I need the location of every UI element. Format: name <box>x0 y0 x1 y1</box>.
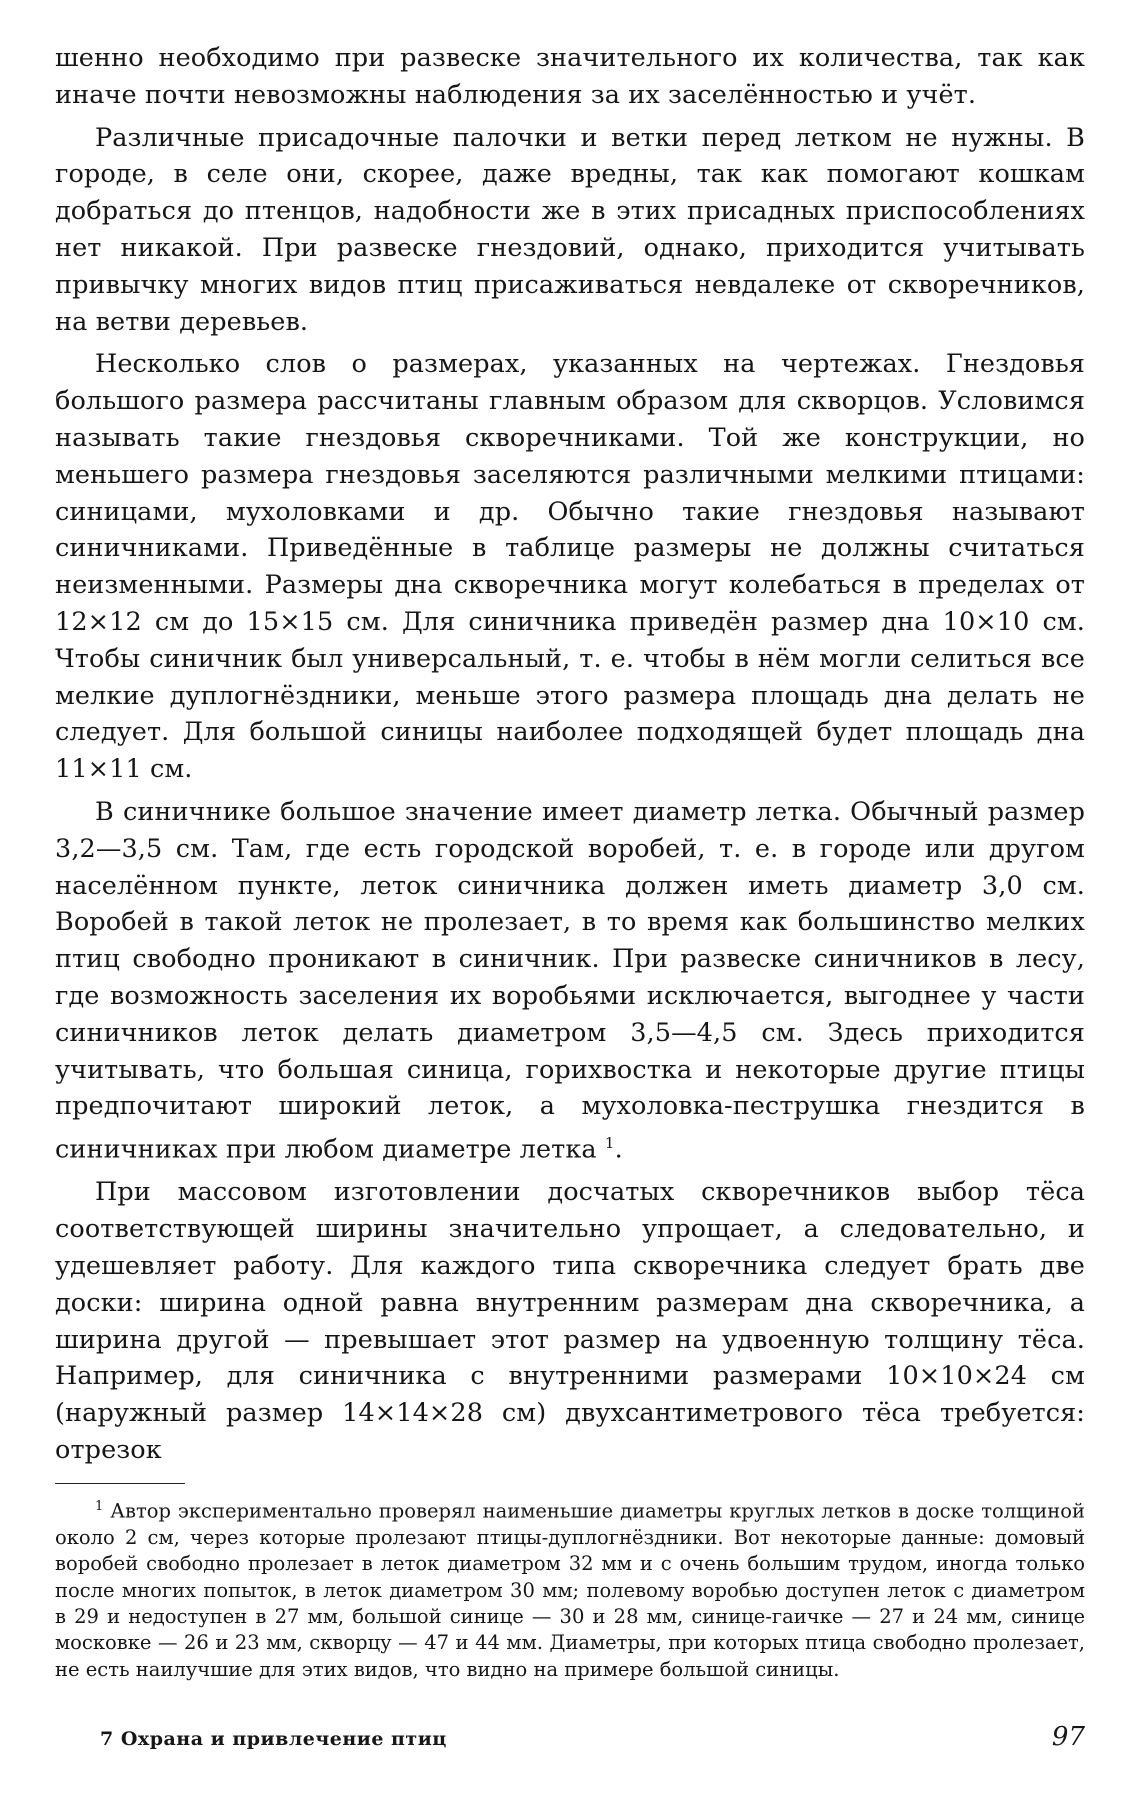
page-footer <box>100 1722 1085 1752</box>
footnote-body: Автор экспериментально проверял наименьшие диаметры круглых летков в доске толщиной около 2 см, через которые пролезают птицы-дуплогнёздники. Вот некоторые данные: домовый воробей свободно пролезает в леток диаметром 32 мм и с очень большим трудом, иногда только после многих попыток, в леток диаметром 30 мм; полевому воробью доступен леток с диаметром в 29 и недоступен в 27 мм, большой синице — 30 и 28 мм, синице-гаичке — 27 и 24 мм, синице московке — 26 и 23 мм, скворцу — 47 и 44 мм. Диаметры, при которых птица свободно пролезает, не есть наилучшие для этих видов, что видно на примере большой синицы. <box>55 1499 1085 1681</box>
paragraph-entrance-diameter <box>55 794 1085 1168</box>
paragraph-mass-production: При массовом изготовлении досчатых скворечников выбор тёса соответствующей ширины значительно упрощает, а следовательно, и удешевляет работу. Для каждого типа скворечника следует брать две доски: ширина одной равна внутренним размерам дна скворечника, а ширина другой — превышает этот размер на удвоенную толщину тёса. Например, для синичника с внутренними размерами 10×10×24 см (наружный размер 14×14×28 см) двухсантиметрового тёса требуется: отрезок <box>55 1177 1085 1465</box>
paragraph-perches: Различные присадочные палочки и ветки перед летком не нужны. В городе, в селе они, скорее, даже вредны, так как помогают кошкам добраться до птенцов, надобности же в этих присадных приспособлениях нет никакой. При развеске гнездовий, однако, приходится учитывать привычку многих видов птиц присаживаться невдалеке от скворечников, на ветви деревьев. <box>55 122 1085 337</box>
book-page <box>55 40 1085 1683</box>
footnote-divider <box>55 1483 185 1484</box>
footnote-text <box>55 1494 1085 1683</box>
paragraph-continuation: шенно необходимо при развеске значительного их количества, так как иначе почти невозможны наблюдения за их заселённостью и учёт. <box>55 43 1085 110</box>
paragraph-entrance-text: В синичнике большое значение имеет диаметр летка. Обычный размер 3,2—3,5 см. Там, где есть городской воробей, т. е. в городе или другом населённом пункте, леток синичника должен иметь диаметр 3,0 см. Воробей в такой леток не пролезает, в то время как большинство мелких птиц свободно проникают в синичник. При развеске синичников в лесу, где возможность заселения их воробьями исключается, выгоднее у части синичников леток делать диаметром 3,5—4,5 см. Здесь приходится учитывать, что большая синица, горихвостка и некоторые другие птицы предпочитают широкий леток, а мухоловка-пеструшка гнездится в синичниках при любом диаметре летка <box>55 796 1085 1165</box>
page-number: 97 <box>1051 1722 1085 1752</box>
signature-mark: 7 Охрана и привлечение птиц <box>100 1728 447 1750</box>
footnote-marker: 1 <box>95 1498 104 1514</box>
main-text <box>55 40 1085 1469</box>
paragraph-sizes: Несколько слов о размерах, указанных на чертежах. Гнездовья большого размера рассчитаны главным образом для скворцов. Условимся называть такие гнездовья скворечниками. Той же конструкции, но меньшего размера гнездовья заселяются различными мелкими птицами: синицами, мухоловками и др. Обычно такие гнездовья называют синичниками. Приведённые в таблице размеры не должны считаться неизменными. Размеры дна скворечника могут колебаться в пределах от 12×12 см до 15×15 см. Для синичника приведён размер дна 10×10 см. Чтобы синичник был универсальный, т. е. чтобы в нём могли селиться все мелкие дуплогнёздники, меньше этого размера площадь дна делать не следует. Для большой синицы наиболее подходящей будет площадь дна 11×11 см. <box>55 349 1085 785</box>
footnote <box>55 1494 1085 1683</box>
paragraph-entrance-end: . <box>614 1134 623 1165</box>
footnote-reference: 1 <box>604 1134 615 1153</box>
